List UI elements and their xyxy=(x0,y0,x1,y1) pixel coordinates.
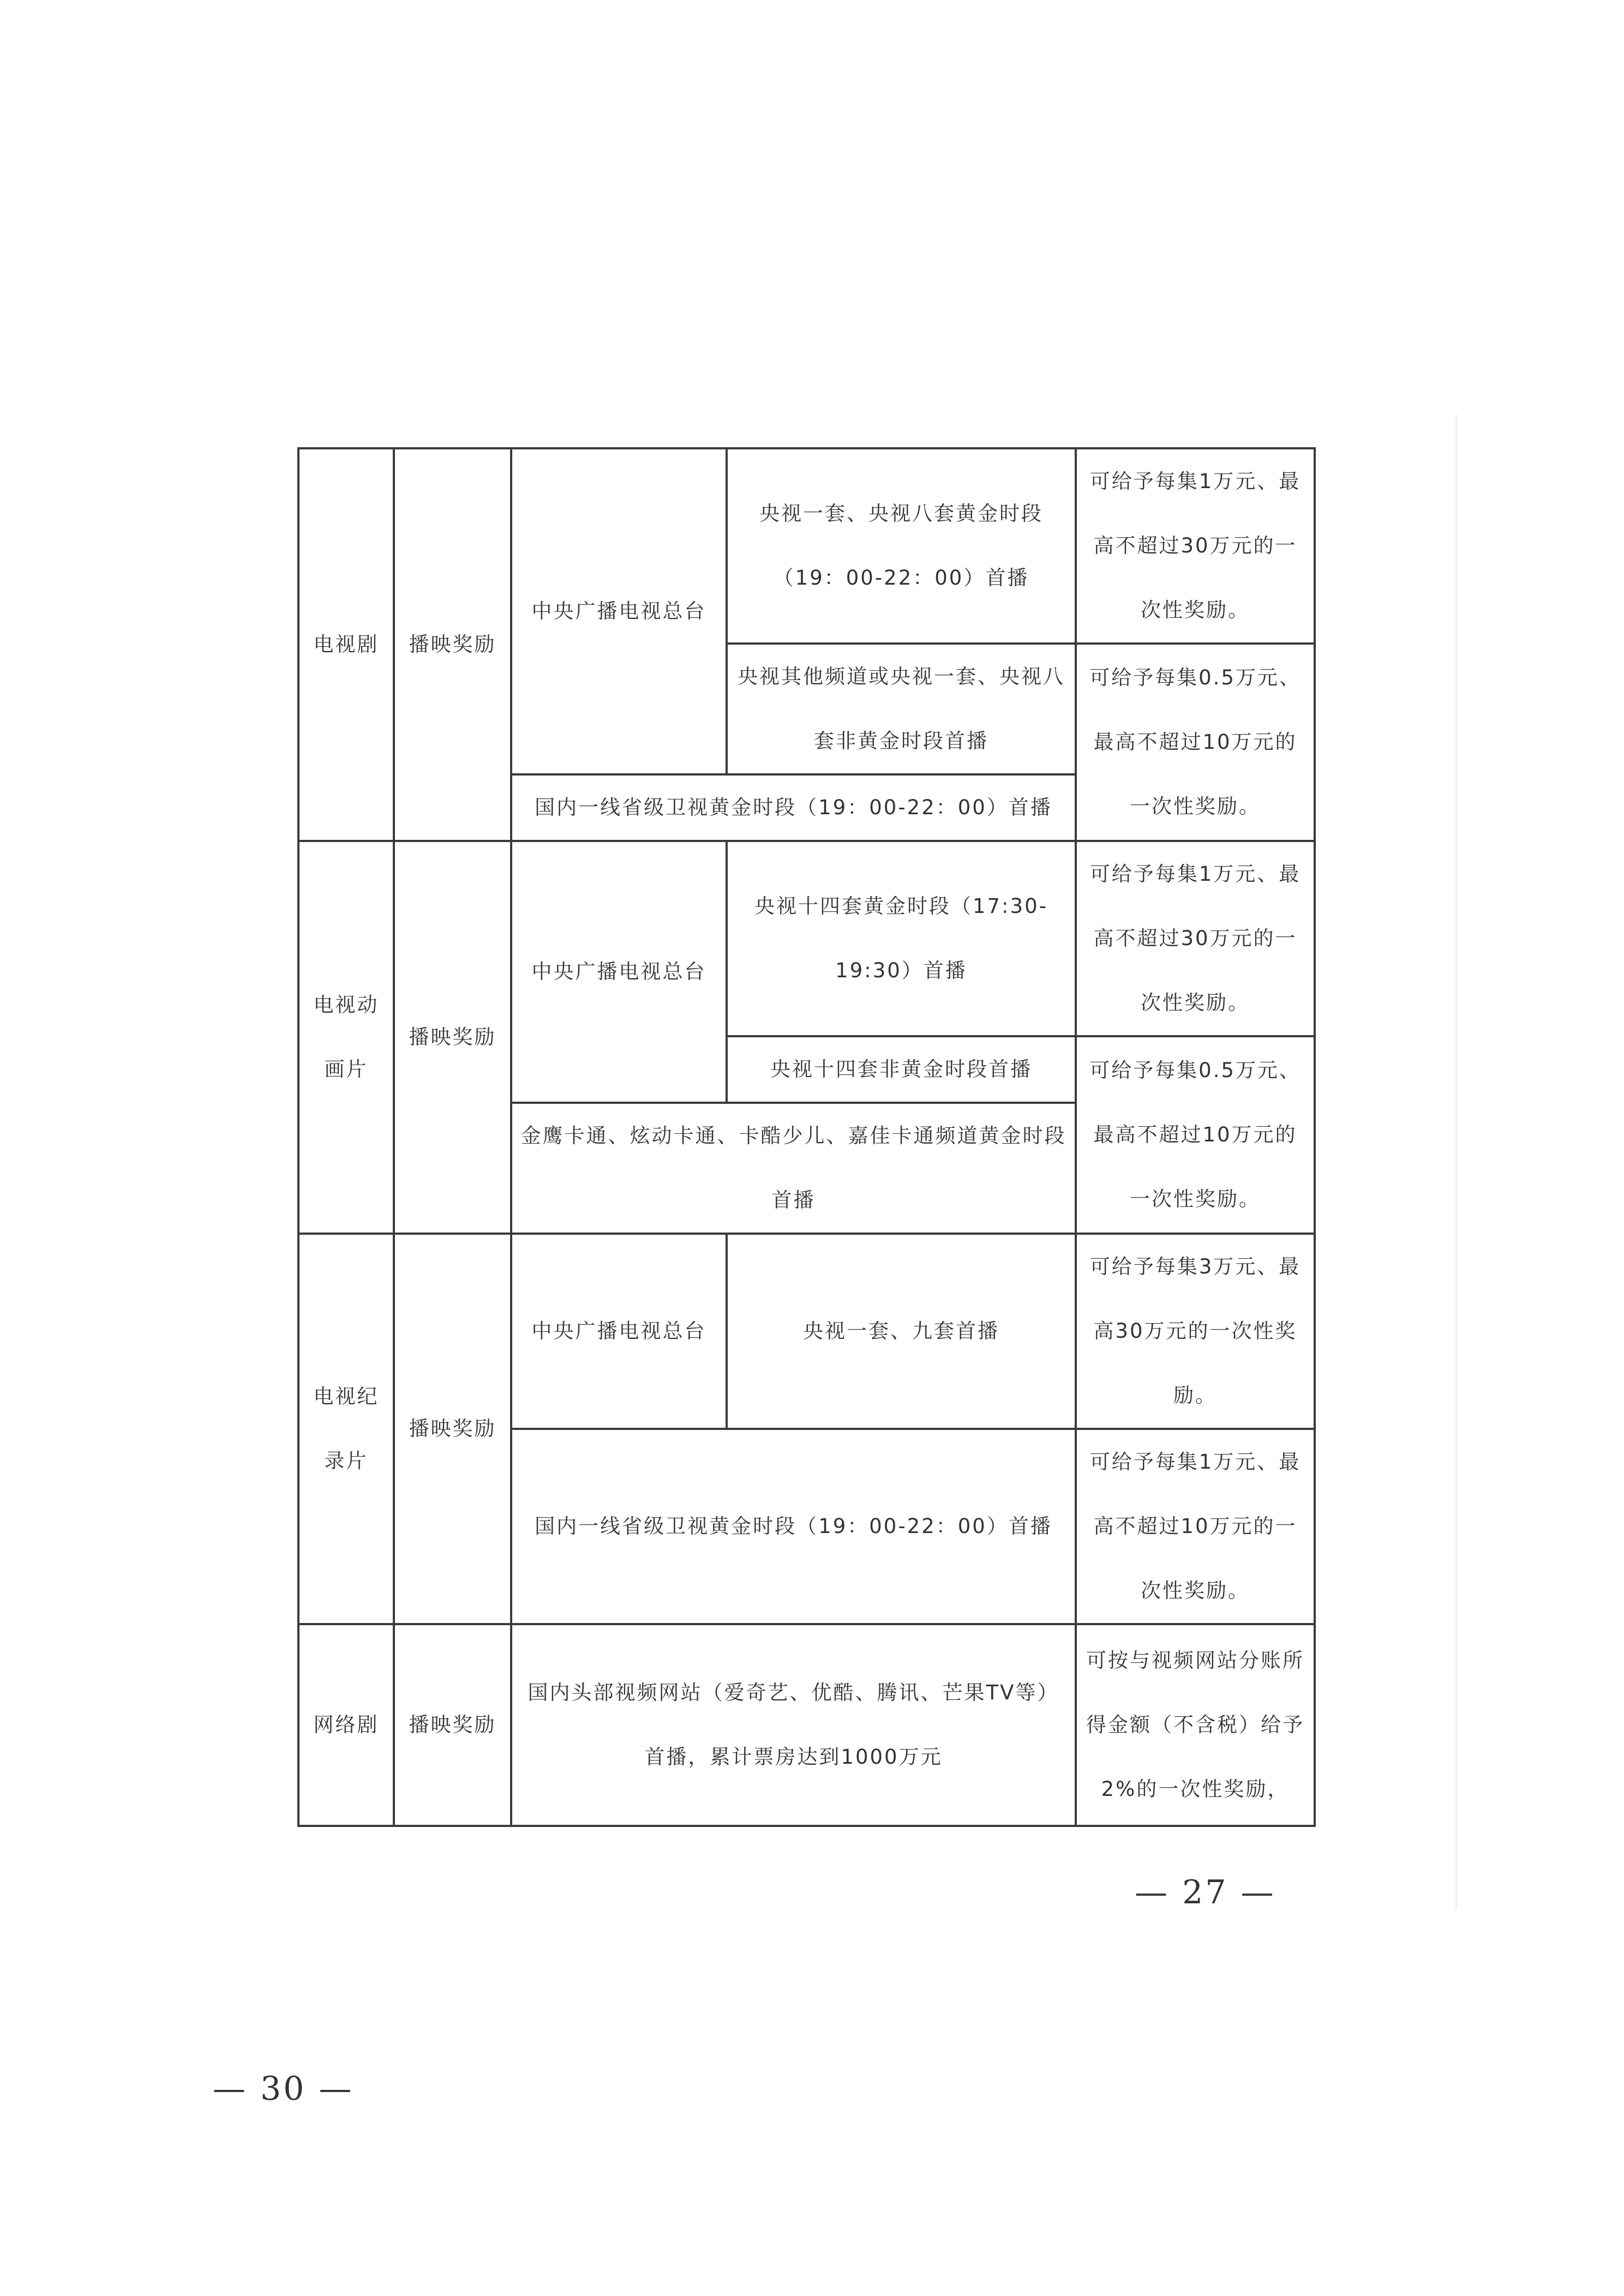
inner-page-number: — 27 — xyxy=(1135,1873,1276,1912)
channel-cell: 国内一线省级卫视黄金时段（19：00-22：00）首播 xyxy=(511,774,1076,841)
category-cell: 电视剧 xyxy=(298,448,394,841)
reward-cell: 可给予每集3万元、最高30万元的一次性奖励。 xyxy=(1076,1234,1315,1429)
channel-cell: 央视十四套非黄金时段首播 xyxy=(727,1036,1076,1103)
award-type-cell: 播映奖励 xyxy=(394,1234,511,1624)
reward-cell: 可给予每集1万元、最高不超过30万元的一次性奖励。 xyxy=(1076,448,1315,644)
reward-cell: 可按与视频网站分账所得金额（不含税）给予2%的一次性奖励， xyxy=(1076,1624,1315,1826)
platform-cell: 中央广播电视总台 xyxy=(511,448,727,774)
platform-cell: 中央广播电视总台 xyxy=(511,1234,727,1429)
channel-cell: 国内头部视频网站（爱奇艺、优酷、腾讯、芒果TV等）首播，累计票房达到1000万元 xyxy=(511,1624,1076,1826)
scan-edge xyxy=(1455,414,1458,1909)
channel-cell: 央视一套、九套首播 xyxy=(727,1234,1076,1429)
award-type-cell: 播映奖励 xyxy=(394,1624,511,1826)
table-row xyxy=(298,1624,1315,1826)
award-type-cell: 播映奖励 xyxy=(394,841,511,1234)
award-type-cell: 播映奖励 xyxy=(394,448,511,841)
channel-cell: 央视一套、央视八套黄金时段（19：00-22：00）首播 xyxy=(727,448,1076,644)
category-cell: 电视动画片 xyxy=(298,841,394,1234)
channel-cell: 金鹰卡通、炫动卡通、卡酷少儿、嘉佳卡通频道黄金时段首播 xyxy=(511,1103,1076,1234)
reward-cell: 可给予每集0.5万元、最高不超过10万元的一次性奖励。 xyxy=(1076,644,1315,841)
table-row xyxy=(298,448,1315,644)
reward-cell: 可给予每集1万元、最高不超过30万元的一次性奖励。 xyxy=(1076,841,1315,1036)
category-cell: 电视纪录片 xyxy=(298,1234,394,1624)
reward-cell: 可给予每集0.5万元、最高不超过10万元的一次性奖励。 xyxy=(1076,1036,1315,1234)
category-cell: 网络剧 xyxy=(298,1624,394,1826)
platform-cell: 中央广播电视总台 xyxy=(511,841,727,1103)
reward-cell: 可给予每集1万元、最高不超过10万元的一次性奖励。 xyxy=(1076,1429,1315,1624)
outer-page-number: — 30 — xyxy=(213,2070,354,2108)
channel-cell: 央视其他频道或央视一套、央视八套非黄金时段首播 xyxy=(727,644,1076,774)
award-table xyxy=(297,447,1316,1827)
table-row xyxy=(298,1234,1315,1429)
channel-cell: 央视十四套黄金时段（17:30-19:30）首播 xyxy=(727,841,1076,1036)
channel-cell: 国内一线省级卫视黄金时段（19：00-22：00）首播 xyxy=(511,1429,1076,1624)
table-row xyxy=(298,841,1315,1036)
